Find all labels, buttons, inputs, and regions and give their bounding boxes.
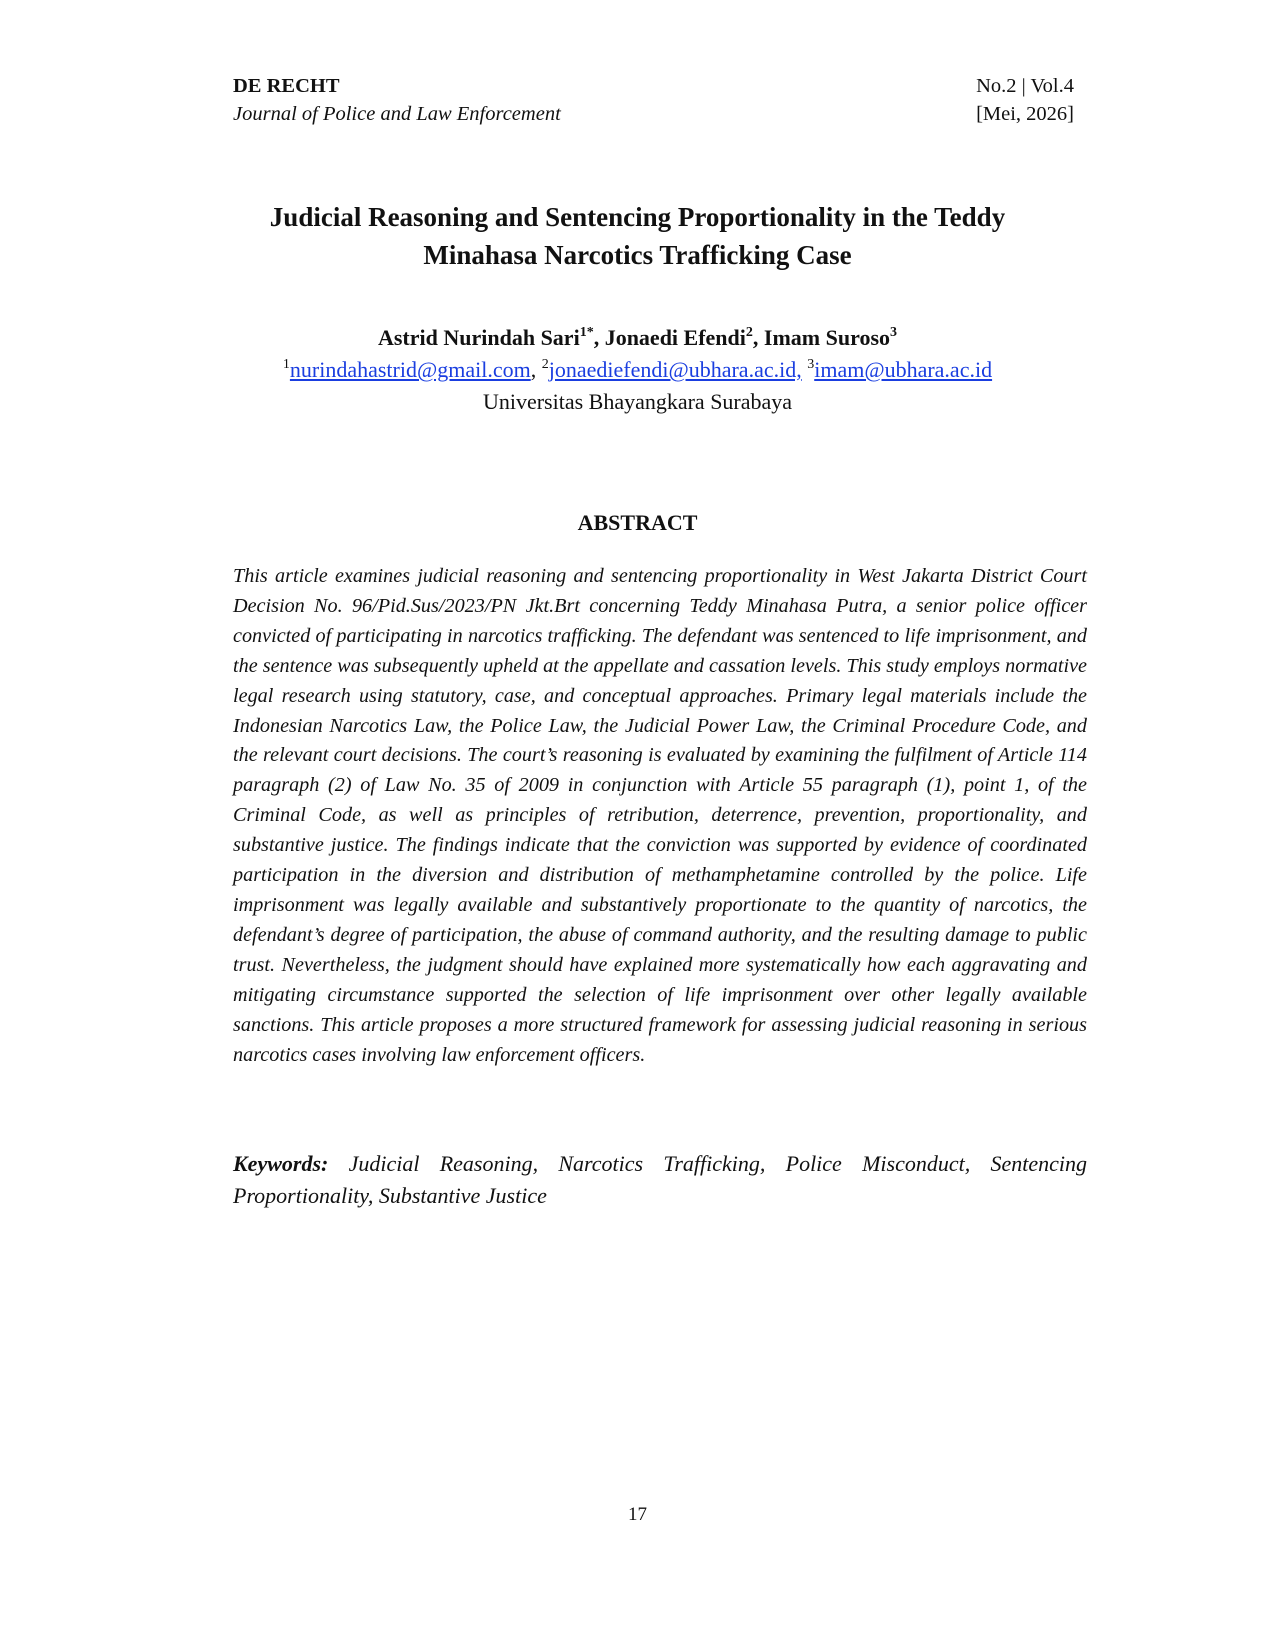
keywords-text: Judicial Reasoning, Narcotics Trafficking, Police Misconduct, Sentencing Proportionality, Substantive Justice	[233, 1151, 1087, 1208]
author-block	[150, 322, 1125, 418]
issue-number: No.2 | Vol.4	[976, 75, 1074, 97]
email-link[interactable]: imam@ubhara.ac.id	[814, 357, 993, 382]
email-mark: 2	[541, 357, 549, 372]
author-name: Imam Suroso	[763, 325, 891, 350]
keywords	[233, 1148, 1087, 1212]
author-emails	[150, 354, 1125, 386]
author-separator: ,	[752, 325, 764, 350]
abstract-body: This article examines judicial reasoning and sentencing proportionality in West Jakarta District Court Decision No. 96/Pid.Sus/2023/PN Jkt.Brt concerning Teddy Minahasa Putra, a senior police officer convicted of participating in narcotics trafficking. The defendant was sentenced to life imprisonment, and the sentence was subsequently upheld at the appellate and cassation levels. This study employs normative legal research using statutory, case, and conceptual approaches. Primary legal materials include the Indonesian Narcotics Law, the Police Law, the Judicial Power Law, the Criminal Procedure Code, and the relevant court decisions. The court’s reasoning is evaluated by examining the fulfilment of Article 114 paragraph (2) of Law No. 35 of 2009 in conjunction with Article 55 paragraph (1), point 1, of the Criminal Code, as well as principles of retribution, deterrence, prevention, proportionality, and substantive justice. The findings indicate that the conviction was supported by evidence of coordinated participation in the diversion and distribution of methamphetamine controlled by the police. Life imprisonment was legally available and substantively proportionate to the quantity of narcotics, the defendant’s degree of participation, the abuse of command authority, and the resulting damage to public trust. Nevertheless, the judgment should have explained more systematically how each aggravating and mitigating circumstance supported the selection of life imprisonment over other legally available sanctions. This article proposes a more structured framework for assessing judicial reasoning in serious narcotics cases involving law enforcement officers.	[233, 565, 1087, 1066]
title-line-2: Minahasa Narcotics Trafficking Case	[423, 240, 852, 270]
journal-name: DE RECHT	[233, 75, 340, 97]
title-line-1: Judicial Reasoning and Sentencing Proportionality in the Teddy	[269, 202, 1006, 232]
author-mark: 2	[745, 325, 753, 340]
journal-subtitle: Journal of Police and Law Enforcement	[233, 103, 561, 125]
author-name: Jonaedi Efendi	[604, 325, 746, 350]
author-mark: 3	[890, 325, 898, 340]
email-separator: ,	[530, 357, 542, 382]
author-separator: ,	[593, 325, 605, 350]
author-name: Astrid Nurindah Sari	[377, 325, 580, 350]
author-mark: 1*	[579, 325, 594, 340]
email-link[interactable]: jonaediefendi@ubhara.ac.id,	[548, 357, 802, 382]
email-mark: 1	[282, 357, 290, 372]
running-header	[233, 72, 1074, 128]
issue-date: [Mei, 2026]	[976, 103, 1074, 125]
abstract-heading: ABSTRACT	[577, 510, 698, 535]
keywords-label: Keywords:	[233, 1151, 329, 1176]
paper-title	[150, 198, 1125, 274]
page-number: 17	[628, 1504, 647, 1525]
email-mark: 3	[807, 357, 815, 372]
author-names	[150, 322, 1125, 354]
affiliation: Universitas Bhayangkara Surabaya	[482, 389, 793, 414]
email-link[interactable]: nurindahastrid@gmail.com	[289, 357, 531, 382]
